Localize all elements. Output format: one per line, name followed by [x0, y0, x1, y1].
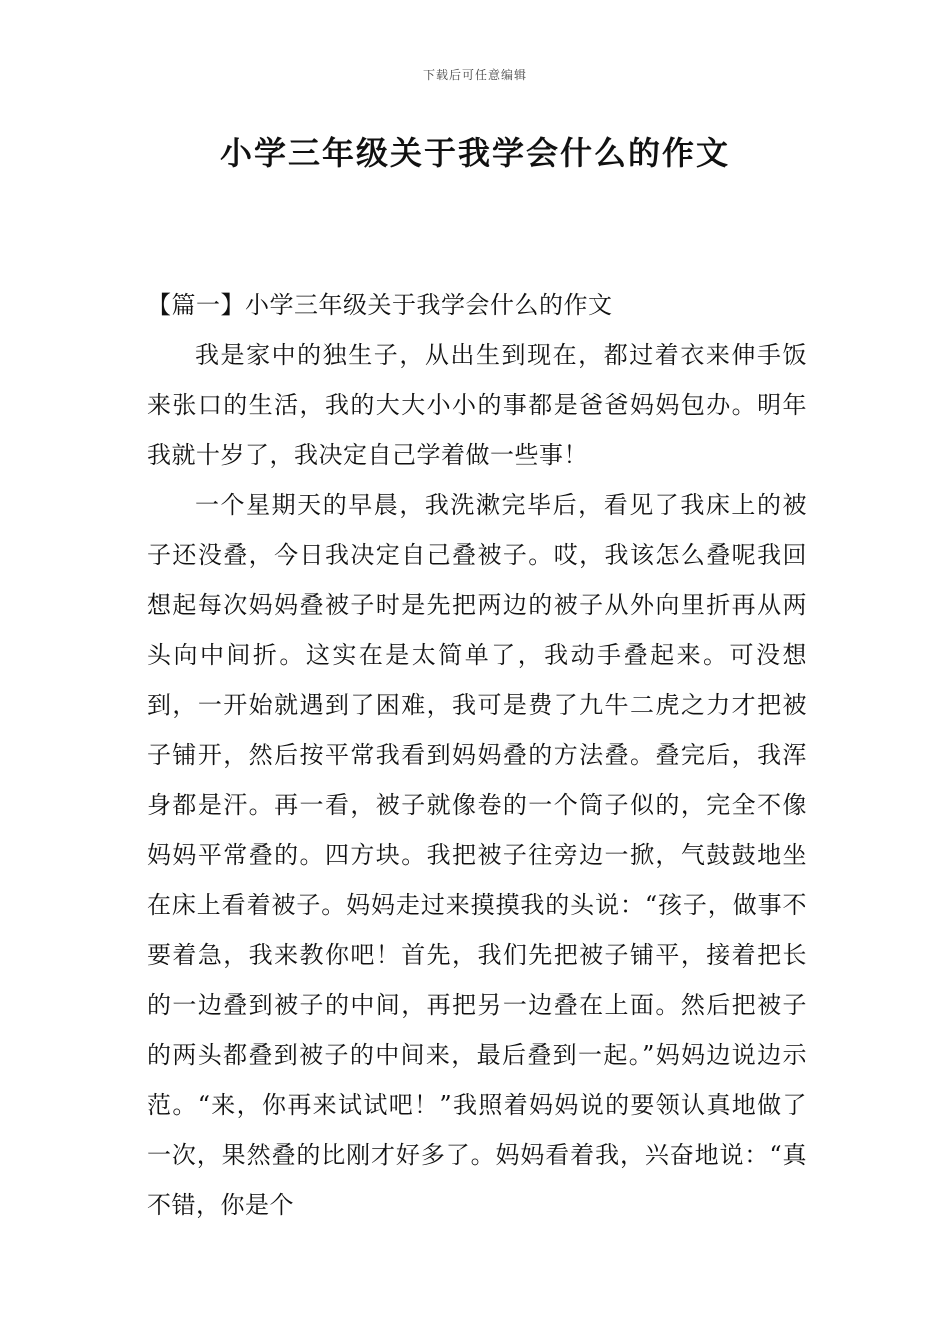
document-title: 小学三年级关于我学会什么的作文 — [219, 134, 730, 172]
document-body — [147, 280, 807, 1230]
paragraph: 一个星期天的早晨，我洗漱完毕后，看见了我床上的被子还没叠，今日我决定自己叠被子。哎，我该怎么叠呢我回想起每次妈妈叠被子时是先把两边的被子从外向里折再从两头向中间折。这实在是太简单了，我动手叠起来。可没想到，一开始就遇到了困难，我可是费了九牛二虎之力才把被子铺开，然后按平常我看到妈妈叠的方法叠。叠完后，我浑身都是汗。再一看，被子就像卷的一个筒子似的，完全不像妈妈平常叠的。四方块。我把被子往旁边一掀，气鼓鼓地坐在床上看着被子。妈妈走过来摸摸我的头说：“孩子，做事不要着急，我来教你吧！首先，我们先把被子铺平，接着把长的一边叠到被子的中间，再把另一边叠在上面。然后把被子的两头都叠到被子的中间来，最后叠到一起。”妈妈边说边示范。“来，你再来试试吧！”我照着妈妈说的要领认真地做了一次，果然叠的比刚才好多了。妈妈看着我，兴奋地说：“真不错，你是个 — [147, 491, 807, 1219]
section-heading: 【篇一】小学三年级关于我学会什么的作文 — [147, 291, 613, 319]
header-note: 下载后可任意编辑 — [422, 68, 527, 82]
paragraph: 我是家中的独生子，从出生到现在，都过着衣来伸手饭来张口的生活，我的大大小小的事都是爸爸妈妈包办。明年我就十岁了，我决定自己学着做一些事！ — [147, 341, 807, 469]
